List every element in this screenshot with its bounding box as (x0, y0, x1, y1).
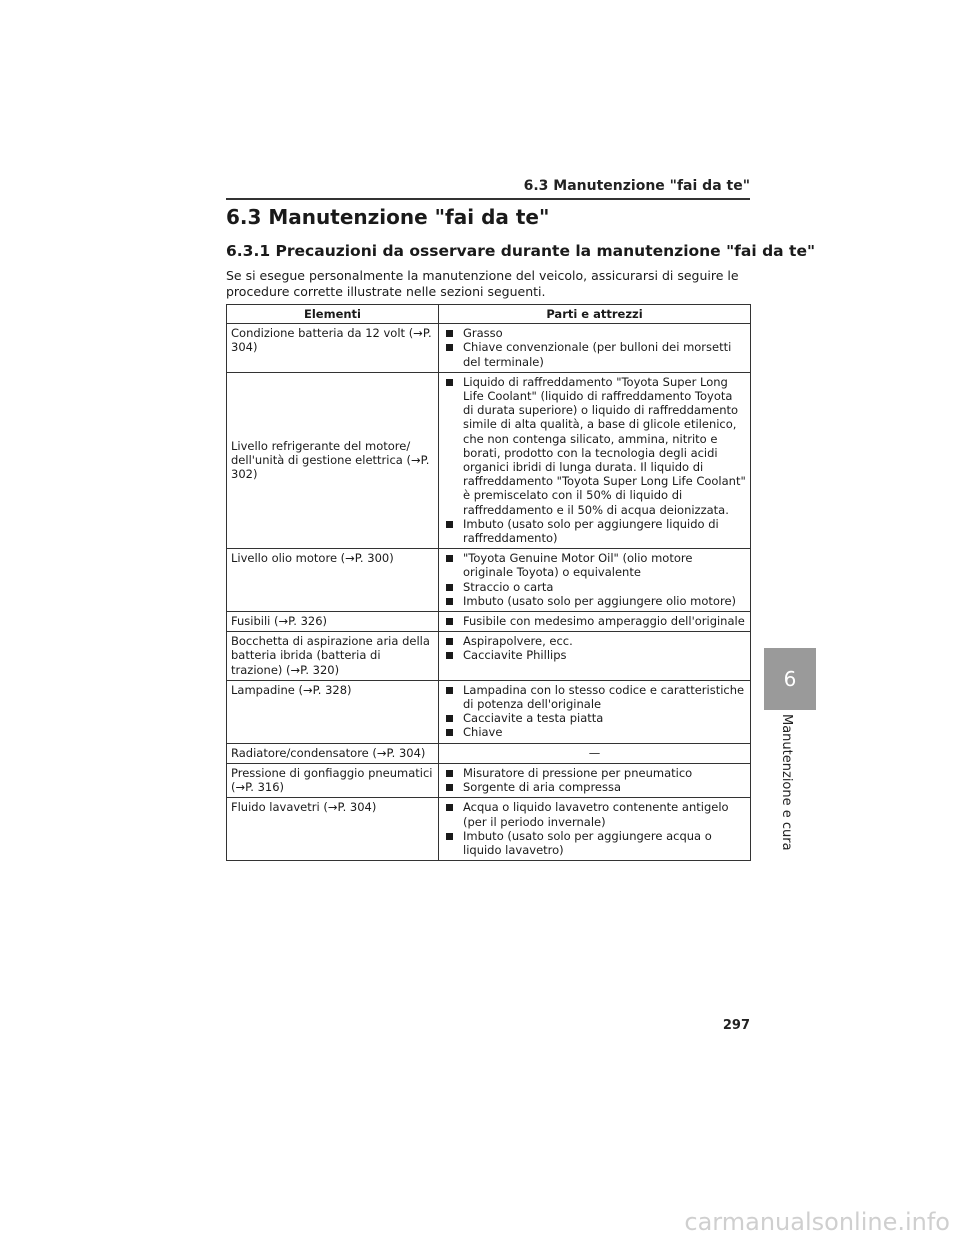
item-cell: Lampadine (→P. 328) (227, 680, 439, 743)
parts-cell (439, 324, 751, 373)
list-item (443, 711, 746, 725)
chapter-tab (764, 648, 816, 710)
table-row (227, 612, 751, 632)
list-item (443, 648, 746, 662)
list-item (443, 634, 746, 648)
square-bullet-icon (446, 715, 453, 722)
table-row (227, 743, 751, 763)
parts-cell (439, 372, 751, 548)
parts-list (443, 375, 746, 545)
square-bullet-icon (446, 687, 453, 694)
chapter-label: Manutenzione e cura (779, 714, 794, 851)
part-text: Imbuto (usato solo per aggiungere liquido di raffreddamento) (463, 516, 719, 546)
table-row (227, 372, 751, 548)
list-item (443, 766, 746, 780)
square-bullet-icon (446, 618, 453, 625)
item-cell: Radiatore/condensatore (→P. 304) (227, 743, 439, 763)
parts-cell (439, 612, 751, 632)
header-rule (226, 198, 750, 200)
item-cell: Bocchetta di aspirazione aria della batteria ibrida (batteria di trazione) (→P. 320) (227, 632, 439, 681)
part-text: "Toyota Genuine Motor Oil" (olio motore originale Toyota) o equivalente (463, 551, 693, 580)
column-header-items: Elementi (227, 305, 439, 324)
table-row (227, 632, 751, 681)
watermark: carmanualsonline.info (684, 1208, 950, 1236)
list-item (443, 780, 746, 794)
part-text: Cacciavite a testa piatta (463, 711, 604, 726)
table-row (227, 324, 751, 373)
item-cell: Livello refrigerante del motore/ dell'unità di gestione elettrica (→P. 302) (227, 372, 439, 548)
list-item (443, 594, 746, 608)
square-bullet-icon (446, 729, 453, 736)
parts-list (443, 683, 746, 740)
list-item (443, 683, 746, 711)
list-item (443, 800, 746, 828)
list-item (443, 326, 746, 340)
square-bullet-icon (446, 770, 453, 777)
parts-list (443, 766, 746, 794)
running-header: 6.3 Manutenzione "fai da te" (523, 178, 750, 194)
part-text: Sorgente di aria compressa (463, 780, 622, 795)
list-item (443, 580, 746, 594)
subsection-title: 6.3.1 Precauzioni da osservare durante la manutenzione "fai da te" (226, 242, 816, 260)
parts-cell-dash: — (439, 743, 751, 763)
parts-cell (439, 632, 751, 681)
list-item (443, 375, 746, 517)
part-text: Grasso (463, 326, 503, 341)
square-bullet-icon (446, 652, 453, 659)
list-item (443, 725, 746, 739)
item-cell: Livello olio motore (→P. 300) (227, 549, 439, 612)
list-item (443, 551, 746, 579)
parts-list (443, 551, 746, 608)
table-header-row (227, 305, 751, 324)
square-bullet-icon (446, 330, 453, 337)
parts-cell (439, 680, 751, 743)
item-cell: Condizione batteria da 12 volt (→P. 304) (227, 324, 439, 373)
list-item (443, 340, 746, 368)
parts-list (443, 614, 746, 628)
part-text: Liquido di raffreddamento "Toyota Super Long Life Coolant" (liquido di raffreddamento Toyota di durata superiore) o liquido di raffreddamento simile di alta qualità, a base di glicole etilenico, che non contenga silicato, ammina, nitrito e borati, prodotto con la tecnologia degli acidi organici ibridi di lunga durata. Il liquido di raffreddamento "Toyota Super Long Life Coolant" è premiscelato con il 50% di liquido di raffreddamento e il 50% di acqua deionizzata. (463, 374, 746, 517)
part-text: Imbuto (usato solo per aggiungere acqua o liquido lavavetro) (463, 828, 712, 857)
item-cell: Fluido lavavetri (→P. 304) (227, 798, 439, 861)
square-bullet-icon (446, 638, 453, 645)
page-number: 297 (722, 1018, 750, 1033)
part-text: Cacciavite Phillips (463, 648, 567, 663)
square-bullet-icon (446, 379, 453, 386)
square-bullet-icon (446, 521, 453, 528)
parts-cell (439, 763, 751, 797)
item-cell: Fusibili (→P. 326) (227, 612, 439, 632)
square-bullet-icon (446, 804, 453, 811)
square-bullet-icon (446, 784, 453, 791)
table-row (227, 680, 751, 743)
column-header-parts: Parti e attrezzi (439, 305, 751, 324)
part-text: Acqua o liquido lavavetro contenente antigelo (per il periodo invernale) (463, 800, 729, 829)
part-text: Chiave (463, 725, 503, 740)
parts-cell (439, 549, 751, 612)
part-text: Aspirapolvere, ecc. (463, 634, 573, 649)
parts-list (443, 800, 746, 857)
table-row (227, 798, 751, 861)
part-text: Straccio o carta (463, 579, 554, 594)
parts-table (226, 304, 751, 861)
square-bullet-icon (446, 833, 453, 840)
parts-list (443, 326, 746, 369)
table-row (227, 763, 751, 797)
part-text: Chiave convenzionale (per bulloni dei morsetti del terminale) (463, 340, 732, 369)
list-item (443, 517, 746, 545)
part-text: Fusibile con medesimo amperaggio dell'originale (463, 614, 745, 629)
intro-paragraph: Se si esegue personalmente la manutenzione del veicolo, assicurarsi di seguire le procedure corrette illustrate nelle sezioni seguenti. (226, 268, 739, 299)
table-row (227, 549, 751, 612)
part-text: Misuratore di pressione per pneumatico (463, 765, 693, 780)
section-title: 6.3 Manutenzione "fai da te" (226, 205, 550, 229)
parts-list (443, 634, 746, 662)
item-cell: Pressione di gonfiaggio pneumatici (→P. 316) (227, 763, 439, 797)
parts-cell (439, 798, 751, 861)
part-text: Imbuto (usato solo per aggiungere olio motore) (463, 593, 737, 608)
square-bullet-icon (446, 344, 453, 351)
list-item (443, 614, 746, 628)
square-bullet-icon (446, 598, 453, 605)
chapter-number: 6 (783, 667, 797, 691)
list-item (443, 829, 746, 857)
square-bullet-icon (446, 584, 453, 591)
square-bullet-icon (446, 555, 453, 562)
part-text: Lampadina con lo stesso codice e caratteristiche di potenza dell'originale (463, 682, 745, 712)
